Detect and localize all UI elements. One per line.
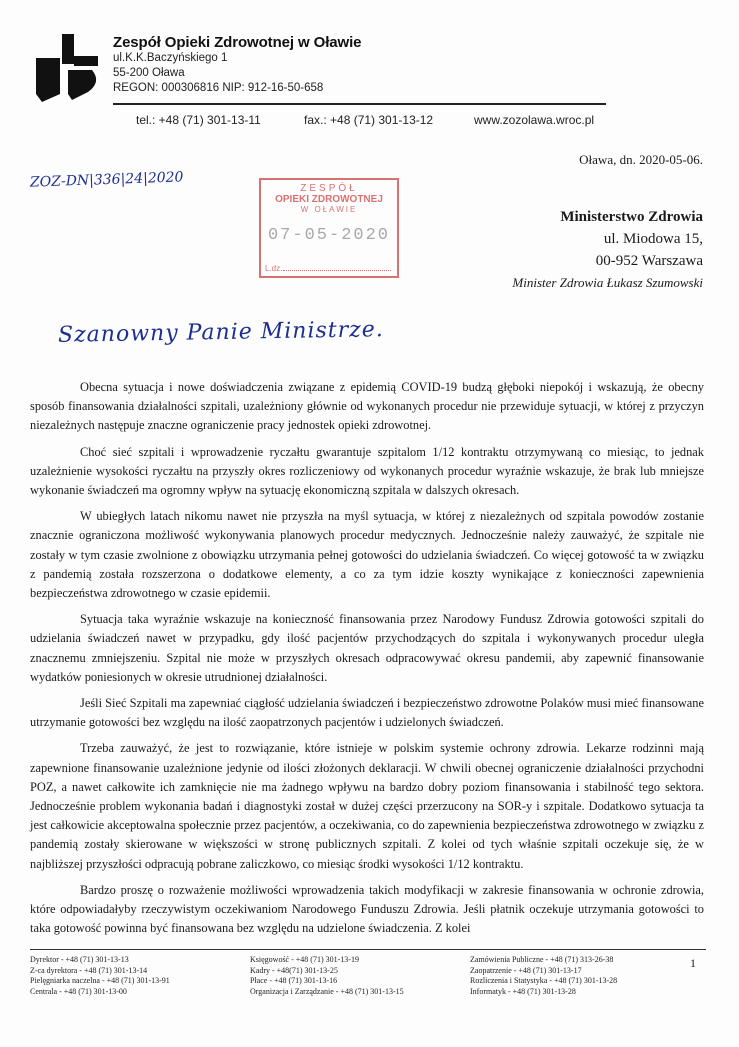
stamp-ldz-label: L.dz.: [265, 264, 283, 273]
footer-contact: Informatyk - +48 (71) 301-13-28: [470, 986, 576, 996]
handwritten-reference: ZOZ-DN|336|24|2020: [29, 169, 184, 191]
footer-column-2: [250, 955, 404, 997]
footer-contact: Rozliczenia i Statystyka - +48 (71) 301-13-28: [470, 976, 618, 985]
zoz-logo: [32, 34, 104, 104]
body-paragraph: Jeśli Sieć Szpitali ma zapewniać ciągłość udzielania świadczeń i bezpieczeństwo zdrowotne Polaków musi mieć finansowane utrzymanie gotowości bez względu na ilość zaopatrzonych pacjentów i udzielonych świadczeń.: [30, 696, 704, 730]
body-paragraph: Trzeba zauważyć, że jest to rozwiązanie, które istnieje w polskim systemie ochrony zdrowia. Lekarze rodzinni mają zapewnione finansowanie uzależnione jedynie od ilości złożonych deklaracji. W chwili obecnej ograniczenie działalności przychodni POZ, a nawet całkowite ich zamknięcie nie ma żadnego wpływu na bardzo dobry poziom finansowania i stabilność tego sektora. Jednocześnie problem wykonania badań i diagnostyki został w dużej części przerzucony na SOR-y i szpitale. Dodatkowo sytuacja ta jest całkowicie akceptowalna społecznie przez pacjentów, a oczekiwania, co do zapewnienia bezpieczeństwa zdrowotnego w związku z pandemią zostały skierowane w większości w stronę publicznych szpitali. Z kolei od tych właśnie szpitali oczekuje się, że w najbliższej przyszłości odpracują pobrane zaliczkowo, co miesiąc środki wysokości 1/12 kontraktu.: [30, 741, 704, 871]
footer-contact: Dyrektor - +48 (71) 301-13-13: [30, 955, 129, 964]
body-paragraph: Bardzo proszę o rozważenie możliwości wprowadzenia takich modyfikacji w zakresie finansowania w ochronie zdrowia, które odpowiadałyby rzeczywistym oczekiwaniom Narodowego Funduszu Zdrowia. Jeśli płatnik oczekuje utrzymania gotowości to taka gotowość powinna być finansowana bez względu na udzielone świadczenia. Z kolei: [30, 882, 704, 936]
footer-contact: Księgowość - +48 (71) 301-13-19: [250, 955, 359, 964]
footer-contact: Centrala - +48 (71) 301-13-00: [30, 986, 127, 996]
stamp-date: 07-05-2020: [267, 226, 391, 245]
letter-date: Oława, dn. 2020-05-06.: [579, 152, 703, 167]
org-name: Zespół Opieki Zdrowotnej w Oławie: [113, 34, 362, 51]
footer-column-3: [470, 955, 617, 997]
handwritten-salutation: Szanowny Panie Ministrze.: [57, 317, 384, 348]
letter-body: [30, 378, 704, 945]
stamp-line3: W OŁAWIE: [300, 205, 358, 214]
body-paragraph: Choć sieć szpitali i wprowadzenie ryczałtu gwarantuje szpitalom 1/12 kontraktu otrzymywaną co miesiąc, to jednak uzależnienie wysokości ryczałtu na przyszły okres rozliczeniowy od wykonanych procedur wyraźnie wskazuje, że brak lub mniejsze wykonanie świadczeń ma ogromny wpływ na sytuację ekonomiczną szpitala w dalszych okresach.: [30, 444, 704, 498]
recipient-minister: Minister Zdrowia Łukasz Szumowski: [512, 275, 703, 290]
footer-contact: Z-ca dyrektora - +48 (71) 301-13-14: [30, 965, 148, 975]
recipient-block: [512, 206, 703, 294]
body-paragraph: W ubiegłych latach nikomu nawet nie przyszła na myśl sytuacja, w której z niezależnych od szpitala powodów zostanie znacznie ograniczona możliwość wykonywania planowych procedur medycznych. Jednocześnie należy zauważyć, że szpitale nie zostały w tym czasie zwolnione z obowiązku utrzymania pełnej gotowości do udzielania świadczeń. Co więcej gotowość ta w związku z pandemią została rozszerzona o dodatkowe elementy, a co za tym idzie koszty wynikające z konieczności zapewnienia bezpieczeństwa zdrowotnego w czasie epidemii.: [30, 509, 704, 601]
footer-contact: Zamówienia Publiczne - +48 (71) 313-26-38: [470, 955, 614, 964]
footer-contact: Kadry - +48(71) 301-13-25: [250, 965, 338, 975]
page-number: 1: [690, 956, 696, 970]
org-address-line2: 55-200 Oława: [113, 67, 185, 79]
body-paragraph: Obecna sytuacja i nowe doświadczenia związane z epidemią COVID-19 budzą głęboki niepokój i wskazują, że obecny sposób finansowania działalności szpitali, uzależniony głównie od wykonanych procedur nie przewiduje sytuacji, w której z przyczyn niezależnych następuje znaczne ograniczenie pracy jednostek opieki zdrowotnej.: [30, 380, 704, 433]
registry-stamp: [259, 178, 399, 278]
org-address-line1: ul.K.K.Baczyńskiego 1: [113, 52, 228, 64]
footer-contact: Pielęgniarka naczelna - +48 (71) 301-13-91: [30, 976, 170, 985]
org-header: [113, 34, 361, 96]
org-regon-nip: REGON: 000306816 NIP: 912-16-50-658: [113, 82, 324, 94]
footer-contact: Płace - +48 (71) 301-13-16: [250, 976, 338, 985]
stamp-ldz-line: [283, 270, 391, 271]
header-divider: [113, 103, 606, 105]
stamp-line1: ZESPÓŁ: [300, 183, 358, 194]
recipient-city: 00-952 Warszawa: [595, 253, 703, 269]
footer-divider: [30, 949, 706, 950]
recipient-street: ul. Miodowa 15,: [603, 231, 703, 247]
org-website[interactable]: www.zozolawa.wroc.pl: [474, 113, 595, 127]
org-fax: fax.: +48 (71) 301-13-12: [304, 113, 434, 127]
footer-contact: Zaopatrzenie - +48 (71) 301-13-17: [470, 965, 582, 975]
recipient-title: Ministerstwo Zdrowia: [560, 209, 703, 225]
footer-column-1: [30, 955, 170, 997]
body-paragraph: Sytuacja taka wyraźnie wskazuje na konieczność finansowania przez Narodowy Fundusz Zdrowia gotowości szpitali do udzielania świadczeń nawet w przypadku, gdy ilość pacjentów przychodzących do szpitala i wykonywanych procedur uległa znacznemu zmniejszeniu. Szpital nie może w przyszłych okresach odpracowywać okresu pandemii, aby zapewnić finansowanie wydatków poniesionych w okresie utrudnionej działalności.: [30, 612, 704, 684]
footer-contact: Organizacja i Zarządzanie - +48 (71) 301-13-15: [250, 986, 404, 996]
stamp-line2: OPIEKI ZDROWOTNEJ: [275, 194, 383, 205]
org-phone: tel.: +48 (71) 301-13-11: [136, 113, 261, 127]
